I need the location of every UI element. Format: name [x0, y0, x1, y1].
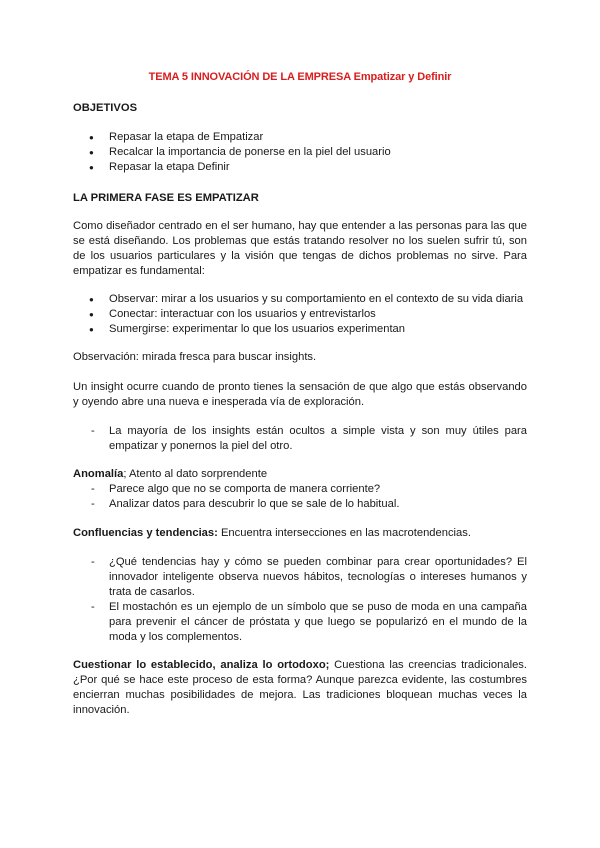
list-item: - Parece algo que no se comporta de manera corriente? — [73, 482, 527, 497]
confluencias-list — [73, 555, 527, 645]
fase-intro-paragraph: Como diseñador centrado en el ser humano, hay que entender a las personas para las que se está diseñando. Los problemas que estás tratando resolver no los suelen sufrir tú, son de los usuarios particulares y la visión que tengas de dichos problemas no sirve. Para empatizar es fundamental: — [73, 220, 527, 277]
list-item: ● Sumergirse: experimentar lo que los usuarios experimentan — [73, 322, 527, 337]
confluencias-text: Encuentra intersecciones en las macrotendencias. — [217, 527, 471, 539]
observacion-paragraph: Observación: mirada fresca para buscar insights. — [73, 351, 317, 363]
anomalia-label: Anomalía — [73, 468, 124, 480]
fase-list — [73, 292, 527, 337]
anomalia-text: ; Atento al dato sorprendente — [123, 468, 268, 480]
confluencias-paragraph — [73, 526, 527, 541]
list-item: ● Repasar la etapa de Empatizar — [73, 130, 527, 145]
list-item: ● Repasar la etapa Definir — [73, 160, 527, 175]
list-item: - El mostachón es un ejemplo de un símbolo que se puso de moda en una campaña para prevenir el cáncer de próstata y que luego se popularizó en el mundo de la moda y los complementos. — [73, 600, 527, 645]
anomalia-list — [73, 482, 527, 512]
list-item: - Analizar datos para descubrir lo que se sale de lo habitual. — [73, 497, 527, 512]
cuestionar-paragraph — [73, 658, 527, 718]
confluencias-label: Confluencias y tendencias: — [73, 527, 218, 539]
objetivos-heading: OBJETIVOS — [73, 102, 138, 114]
list-item: ● Recalcar la importancia de ponerse en la piel del usuario — [73, 145, 527, 160]
list-item: - ¿Qué tendencias hay y cómo se pueden combinar para crear oportunidades? El innovador inteligente observa nuevos hábitos, tecnologías o intereses humanos y trata de casarlos. — [73, 555, 527, 600]
cuestionar-label: Cuestionar lo establecido, analiza lo ortodoxo; — [73, 659, 330, 671]
fase-heading: LA PRIMERA FASE ES EMPATIZAR — [73, 192, 259, 204]
insight-paragraph: Un insight ocurre cuando de pronto tienes la sensación de que algo que estás observando y oyendo abre una nueva e inesperada vía de exploración. — [73, 381, 527, 408]
list-item: - La mayoría de los insights están ocultos a simple vista y son muy útiles para empatizar y ponernos la piel del otro. — [73, 424, 527, 454]
cuestionar-text: Cuestiona las creencias tradicionales. ¿Por qué se hace este proceso de esta forma? Aunque parezca evidente, las costumbres encierran muchas posibilidades de mejora. Las tradiciones bloquean muchas veces la innovación. — [73, 659, 527, 716]
anomalia-paragraph — [73, 467, 527, 482]
document-title: TEMA 5 INNOVACIÓN DE LA EMPRESA Empatizar y Definir — [148, 71, 452, 83]
list-item: ● Observar: mirar a los usuarios y su comportamiento en el contexto de su vida diaria — [73, 292, 527, 307]
list-item: ● Conectar: interactuar con los usuarios y entrevistarlos — [73, 307, 527, 322]
objetivos-list — [73, 130, 527, 175]
insight-list — [73, 424, 527, 454]
